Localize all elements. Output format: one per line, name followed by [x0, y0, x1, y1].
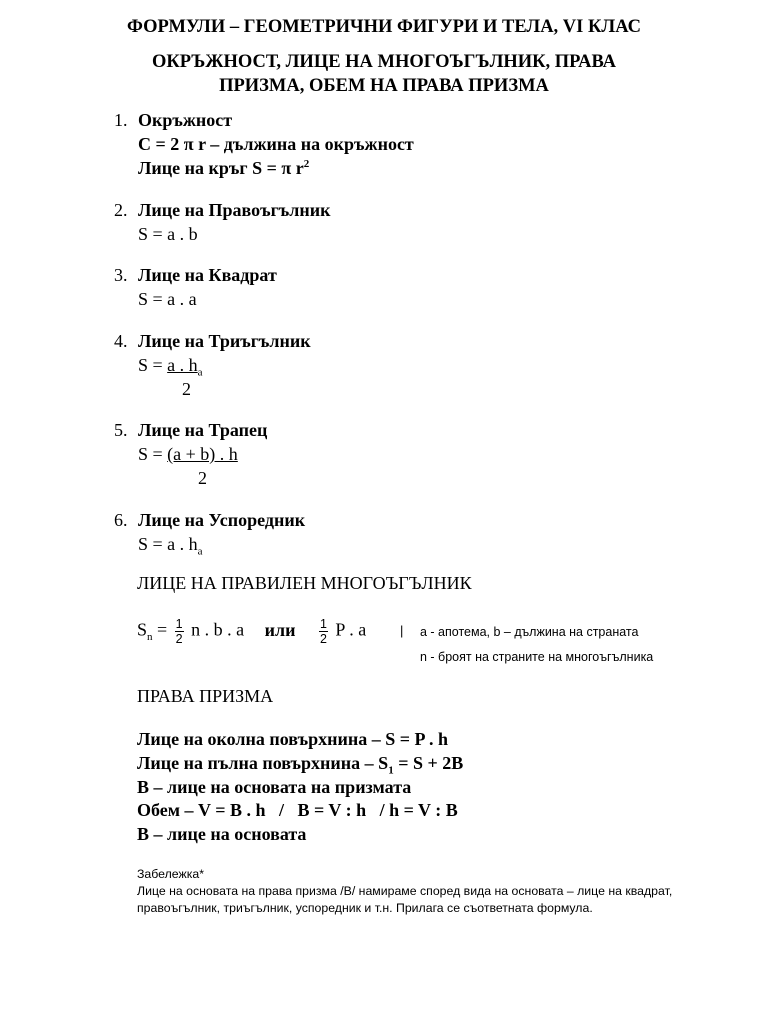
item-1-title: Окръжност [138, 110, 233, 130]
polygon-formula: $S_n$ = $\frac{1}{2}$ n . b . a или $\frac{1}{2}$ P . a [137, 617, 367, 646]
item-4-formula: S = a . $h_a$ [138, 355, 203, 379]
item-5-title: Лице на Трапец [138, 420, 268, 440]
item-5-denominator: 2 [198, 468, 207, 488]
item-1-number: 1. [114, 110, 128, 130]
item-2-formula: S = a . b [138, 224, 198, 244]
document-title: ФОРМУЛИ – ГЕОМЕТРИЧНИ ФИГУРИ И ТЕЛА, VI КЛАС [126, 17, 641, 37]
item-6-number: 6. [114, 510, 128, 530]
item-3-title: Лице на Квадрат [138, 265, 277, 285]
item-6-title: Лице на Успоредник [138, 510, 306, 530]
prism-base-label: B – лице на основата [137, 824, 307, 844]
document-subtitle-line1: ОКРЪЖНОСТ, ЛИЦЕ НА МНОГОЪГЪЛНИК, ПРАВА [151, 52, 617, 72]
prism-total-area: Лице на пълна повърхнина – $S_1 = S + 2B$ [137, 753, 464, 777]
polygon-heading: ЛИЦЕ НА ПРАВИЛЕН МНОГОЪГЪЛНИК [137, 573, 472, 593]
note-text: Лице на основата на права призма /В/ намираме според вида на основата – лице на квадрат, правоъгълник, триъгълник, успоредник и т.н. Прилага се съответната формула. [137, 884, 673, 915]
document-subtitle-line2: ПРИЗМА, ОБЕМ НА ПРАВА ПРИЗМА [219, 76, 549, 96]
polygon-separator: | [400, 623, 404, 638]
polygon-legend-sides: n - броят на страните на многоъгълника [420, 650, 654, 664]
item-6-formula: S = a . $h_a$ [138, 534, 203, 558]
prism-heading: ПРАВА ПРИЗМА [137, 686, 274, 706]
prism-lateral-area: Лице на околна повърхнина – S = P . h [137, 729, 448, 749]
item-5-number: 5. [114, 420, 128, 440]
item-4-number: 4. [114, 331, 128, 351]
polygon-fraction-1: $\frac{1}{2}$ [175, 617, 183, 646]
polygon-fraction-2: $\frac{1}{2}$ [319, 617, 327, 646]
item-1-formula-area: Лице на кръг S = π $r^2$ [138, 158, 310, 178]
prism-base-note: B – лице на основата на призмата [137, 777, 412, 797]
item-2-title: Лице на Правоъгълник [138, 200, 331, 220]
note-title: Забележка* [137, 867, 204, 881]
polygon-legend-apothem: a - апотема, b – дължина на страната [420, 625, 639, 639]
item-4-denominator: 2 [182, 379, 191, 399]
item-3-number: 3. [114, 265, 128, 285]
prism-volume: Обем – V = B . h / B = V : h / h = V : B [137, 800, 458, 820]
item-4-title: Лице на Триъгълник [138, 331, 311, 351]
item-3-formula: S = a . a [138, 289, 197, 309]
item-1-formula-circumference: C = 2 π r – дължина на окръжност [138, 134, 414, 154]
item-5-formula: S = (a + b) . h [138, 444, 238, 464]
item-2-number: 2. [114, 200, 128, 220]
